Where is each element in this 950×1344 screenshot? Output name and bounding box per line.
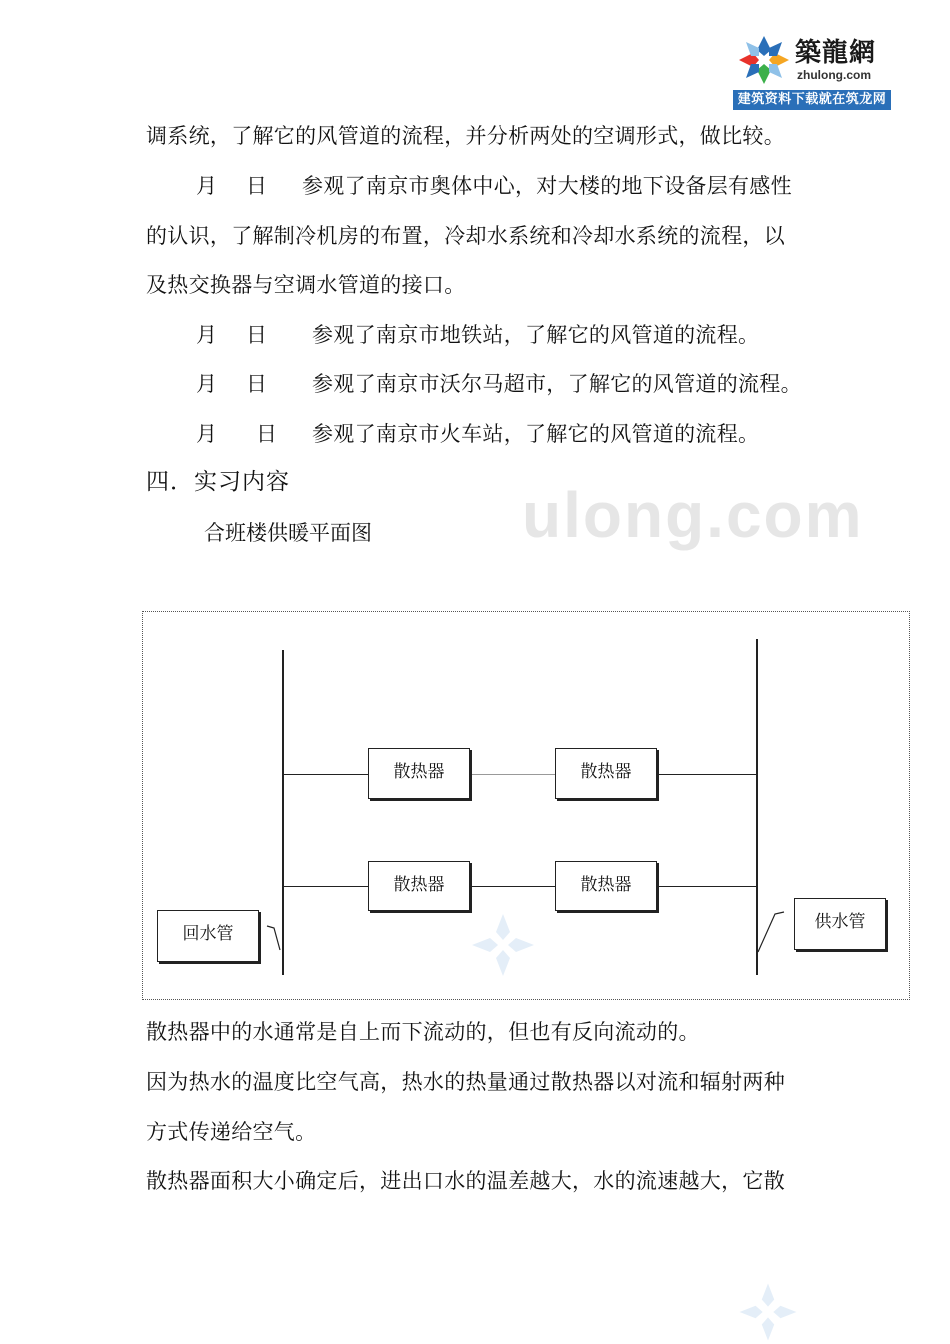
paragraph-line: 散热器面积大小确定后，进出口水的温差越大，水的流速越大，它散 xyxy=(146,1169,785,1193)
watermark-snowflake-icon xyxy=(468,910,538,980)
snowflake-logo-icon xyxy=(735,32,793,88)
date-month: 月 xyxy=(196,174,218,198)
diagram-title: 合班楼供暖平面图 xyxy=(204,521,372,545)
radiator-label: 散热器 xyxy=(393,762,445,782)
radiator-label: 散热器 xyxy=(580,875,632,895)
radiator-label: 散热器 xyxy=(580,762,632,782)
paragraph-line: 参观了南京市火车站，了解它的风管道的流程。 xyxy=(312,422,760,446)
paragraph-line: 及热交换器与空调水管道的接口。 xyxy=(146,273,466,297)
paragraph-line: 参观了南京市沃尔马超市，了解它的风管道的流程。 xyxy=(312,372,802,396)
date-month: 月 xyxy=(196,422,218,446)
logo-name: 築龍網 xyxy=(795,38,877,68)
date-day: 日 xyxy=(246,372,268,396)
logo-slogan: 建筑资料下载就在筑龙网 xyxy=(733,90,891,110)
watermark-text: ulong.com xyxy=(522,479,864,551)
return-pipe-label: 回水管 xyxy=(182,924,234,944)
logo-domain: zhulong.com xyxy=(797,68,871,82)
paragraph-line: 参观了南京市地铁站，了解它的风管道的流程。 xyxy=(312,323,760,347)
heating-plan-diagram xyxy=(142,611,910,1000)
date-day: 日 xyxy=(246,323,268,347)
paragraph-line: 方式传递给空气。 xyxy=(146,1120,317,1144)
paragraph-line: 调系统，了解它的风管道的流程，并分析两处的空调形式，做比较。 xyxy=(146,124,785,148)
supply-pipe-label: 供水管 xyxy=(814,912,866,932)
date-day: 日 xyxy=(256,422,278,446)
zhulong-logo xyxy=(733,30,891,110)
paragraph-line: 参观了南京市奥体中心，对大楼的地下设备层有感性 xyxy=(302,174,792,198)
date-day: 日 xyxy=(246,174,268,198)
date-month: 月 xyxy=(196,323,218,347)
paragraph-line: 的认识，了解制冷机房的布置，冷却水系统和冷却水系统的流程，以 xyxy=(146,224,785,248)
date-month: 月 xyxy=(196,372,218,396)
radiator-label: 散热器 xyxy=(393,875,445,895)
paragraph-line: 因为热水的温度比空气高，热水的热量通过散热器以对流和辐射两种 xyxy=(146,1070,785,1094)
section-heading: 四．实习内容 xyxy=(146,469,290,495)
watermark-snowflake-icon xyxy=(732,1280,804,1344)
paragraph-line: 散热器中的水通常是自上而下流动的，但也有反向流动的。 xyxy=(146,1020,700,1044)
